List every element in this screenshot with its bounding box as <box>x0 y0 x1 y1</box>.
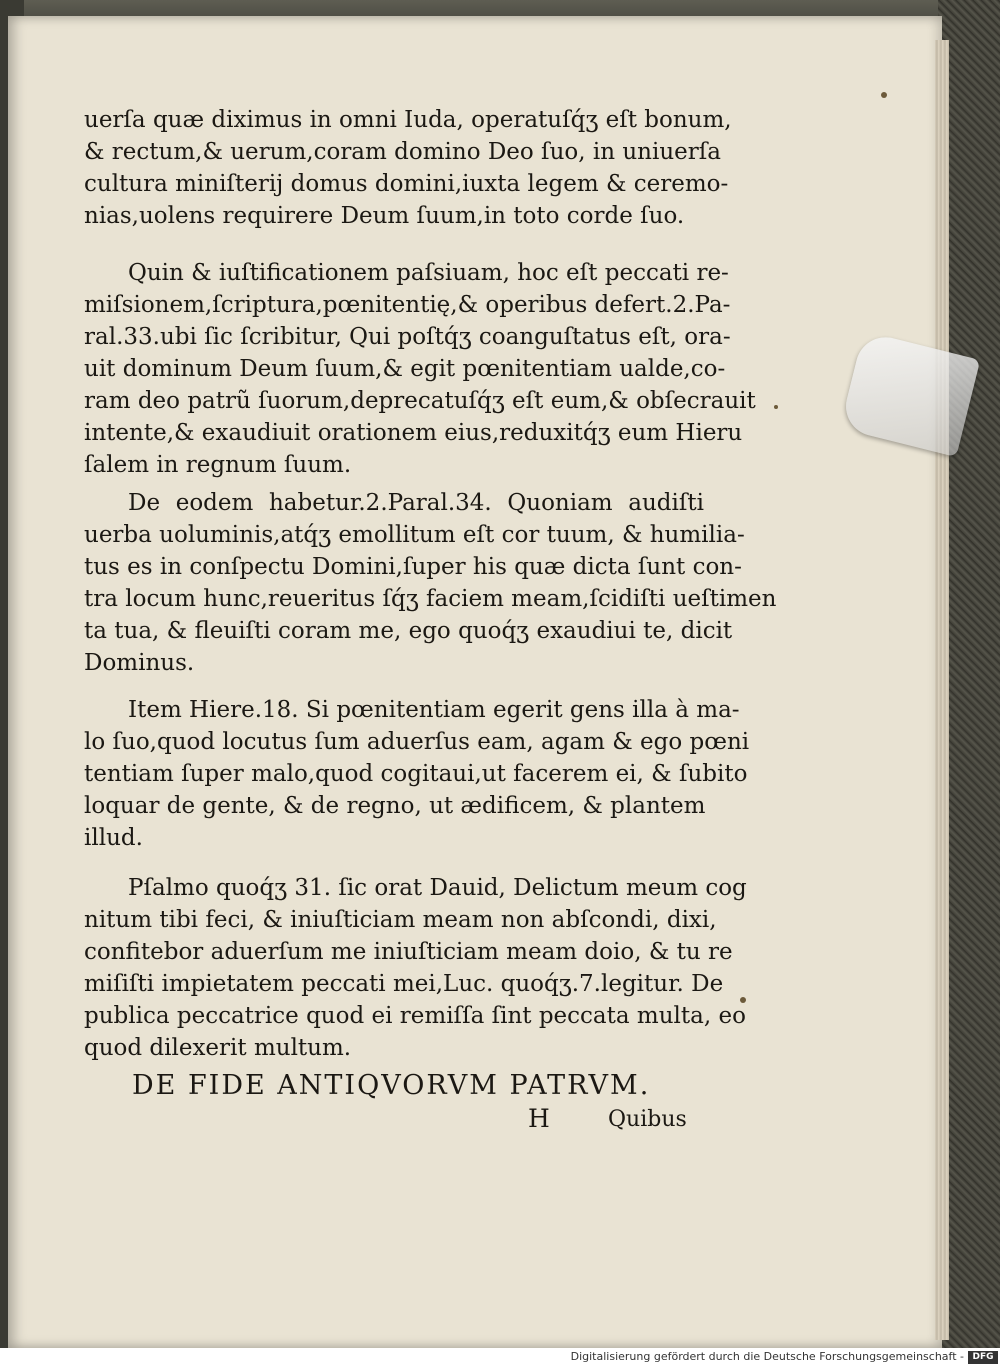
ink-speck <box>774 405 778 409</box>
catchword: Quibus <box>608 1107 687 1132</box>
text-line: De eodem habetur.2.Paral.34. Quoniam audiſti <box>128 490 704 516</box>
text-line: cultura miniſterij domus domini,iuxta legem & ceremo- <box>84 171 729 197</box>
text-line: Pſalmo quoq́ʒ 31. ſic orat Dauid, Delictum meum cog <box>128 875 747 901</box>
text-line: & rectum,& uerum,coram domino Deo ſuo, in uniuerſa <box>84 139 721 165</box>
text-line: confitebor aduerſum me iniuſticiam meam doio, & tu re <box>84 939 733 965</box>
text-line: tentiam ſuper malo,quod cogitaui,ut facerem ei, & ſubito <box>84 761 748 787</box>
text-line: ram deo patrũ ſuorum,deprecatuſq́ʒ eſt eum,& obſecrauit <box>84 388 756 414</box>
signature-mark: H <box>528 1104 550 1133</box>
text-line: tus es in conſpectu Domini,ſuper his quæ dicta ſunt con- <box>84 554 742 580</box>
text-line: uerſa quæ diximus in omni Iuda, operatuſq́ʒ eſt bonum, <box>84 107 732 133</box>
digitization-footer <box>0 1348 1000 1367</box>
text-line: quod dilexerit multum. <box>84 1035 352 1061</box>
text-line: Dominus. <box>84 650 195 676</box>
ink-speck <box>740 997 746 1003</box>
text-line: ſalem in regnum ſuum. <box>84 452 352 478</box>
paragraph-2 <box>84 257 756 481</box>
text-line: tra locum hunc,reueritus ſq́ʒ faciem meam,ſcidiſti ueſtimen <box>84 586 777 612</box>
text-line: ral.33.ubi ſic ſcribitur, Qui poſtq́ʒ coanguſtatus eſt, ora- <box>84 324 731 350</box>
paragraph-3 <box>84 487 777 679</box>
text-line: illud. <box>84 825 143 851</box>
page-edges <box>935 40 949 1340</box>
paragraph-5 <box>84 872 747 1064</box>
text-line: Item Hiere.18. Si pœnitentiam egerit gens illa à ma- <box>128 697 740 723</box>
text-line: lo ſuo,quod locutus ſum aduerſus eam, agam & ego pœni <box>84 729 750 755</box>
ink-speck <box>881 92 887 98</box>
text-line: uit dominum Deum ſuum,& egit pœnitentiam ualde,co- <box>84 356 726 382</box>
text-line: publica peccatrice quod ei remiſſa ſint peccata multa, eo <box>84 1003 746 1029</box>
text-line: miſiſti impietatem peccati mei,Luc. quoq́ʒ.7.legitur. De <box>84 971 724 997</box>
dfg-logo: DFG <box>968 1351 998 1364</box>
text-line: ta tua, & fleuiſti coram me, ego quoq́ʒ exaudiui te, dicit <box>84 618 733 644</box>
text-line: Quin & iuſtificationem paſsiuam, hoc eſt peccati re- <box>128 260 729 286</box>
footer-credit: Digitalisierung gefördert durch die Deutsche Forschungsgemeinschaft - <box>570 1350 964 1363</box>
section-heading: DE FIDE ANTIQVORVM PATRVM. <box>132 1070 651 1101</box>
text-line: loquar de gente, & de regno, ut ædificem, & plantem <box>84 793 706 819</box>
paragraph-4 <box>84 694 750 854</box>
text-line: intente,& exaudiuit orationem eius,reduxitq́ʒ eum Hieru <box>84 420 743 446</box>
text-line: uerba uoluminis,atq́ʒ emollitum eſt cor tuum, & humilia- <box>84 522 745 548</box>
text-line: nitum tibi feci, & iniuſticiam meam non abſcondi, dixi, <box>84 907 717 933</box>
text-line: nias,uolens requirere Deum ſuum,in toto corde ſuo. <box>84 203 685 229</box>
text-line: miſsionem,ſcriptura,pœnitentię,& operibus defert.2.Pa- <box>84 292 731 318</box>
paragraph-1 <box>84 104 732 232</box>
